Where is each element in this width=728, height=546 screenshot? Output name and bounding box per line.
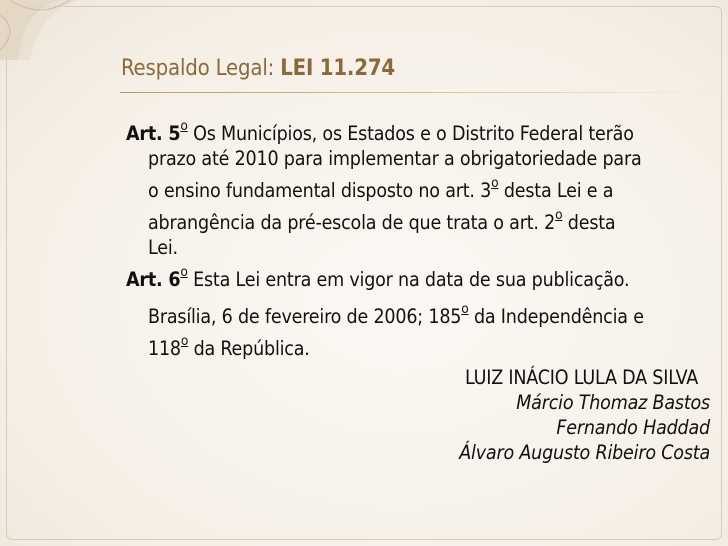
place-line-1 [120, 297, 710, 329]
place-text-1b: da Independência e [468, 305, 644, 328]
art5-text-1: Os Municípios, os Estados e o Distrito Federal terão [187, 122, 634, 145]
place-ordinal-1: o [461, 301, 469, 317]
signature-president: LUIZ INÁCIO LULA DA SILVA [465, 366, 698, 389]
slide-content [120, 114, 710, 465]
place-text-2a: 118 [148, 337, 181, 360]
place-date-paragraph [120, 297, 710, 361]
art6-paragraph [120, 260, 710, 292]
art5-text-3b: desta Lei e a [498, 179, 614, 202]
art5-line-5: Lei. [148, 236, 178, 259]
art5-line-1 [120, 114, 710, 146]
title-divider [120, 92, 710, 93]
art5-ordinal: o [180, 118, 188, 134]
art6-ordinal: o [180, 264, 188, 280]
place-line-2 [120, 329, 710, 361]
art5-ordinal-3: o [491, 175, 499, 191]
art5-ordinal-4: o [555, 207, 563, 223]
art5-text-4a: abrangência da pré-escola de que trata o art. 2 [148, 211, 556, 234]
art5-paragraph [120, 114, 710, 260]
art5-line-4 [120, 203, 710, 235]
signature-minister-2: Fernando Haddad [556, 416, 710, 439]
art6-label: Art. 6 [126, 268, 181, 291]
art5-text-3a: o ensino fundamental disposto no art. 3 [148, 179, 492, 202]
place-text-1a: Brasília, 6 de fevereiro de 2006; 185 [148, 305, 462, 328]
art5-line-3 [120, 171, 710, 203]
art6-line [120, 260, 710, 292]
art5-text-4b: desta [562, 211, 616, 234]
corner-ornament [0, 0, 90, 60]
slide-title [121, 56, 395, 81]
place-ordinal-2: o [180, 333, 189, 349]
signature-minister-1: Márcio Thomaz Bastos [516, 391, 710, 414]
place-text-2b: da República. [188, 337, 310, 360]
signature-minister-3: Álvaro Augusto Ribeiro Costa [459, 441, 710, 464]
title-law-number: LEI 11.274 [280, 56, 395, 81]
art5-line-2: prazo até 2010 para implementar a obrigatoriedade para [148, 147, 642, 170]
title-prefix: Respaldo Legal: [121, 56, 275, 81]
art5-label: Art. 5 [126, 122, 181, 145]
art6-text: Esta Lei entra em vigor na data de sua publicação. [187, 268, 630, 291]
